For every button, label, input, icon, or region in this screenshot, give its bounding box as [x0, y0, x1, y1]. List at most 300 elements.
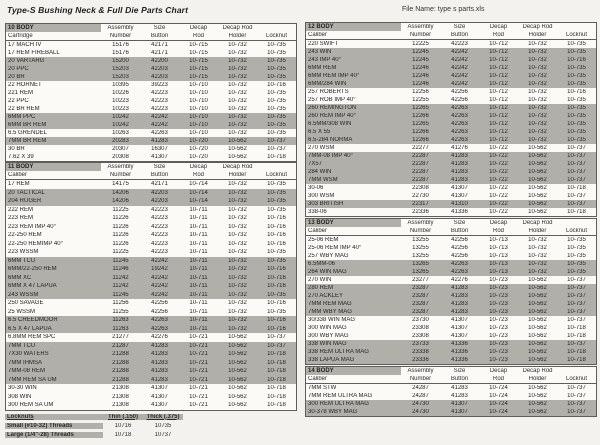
part-number-cell: 21308	[112, 402, 129, 409]
part-number-cell: 20308	[112, 154, 129, 160]
part-number-cell: 10-732	[528, 89, 547, 95]
part-number-cell: 10-732	[228, 82, 247, 88]
part-number-cell: 10-713	[489, 253, 508, 259]
table-section-label: 12 BODY	[306, 23, 401, 31]
part-number-cell: 10-732	[228, 90, 247, 96]
table-row	[6, 153, 296, 161]
caliber-cell: 260 REMINGTON	[308, 105, 357, 111]
part-number-cell: 42223	[151, 106, 168, 112]
locknut-thick-value: 10735	[154, 422, 172, 429]
part-number-cell: 10-737	[567, 293, 586, 299]
locknuts-title: Locknuts	[5, 414, 103, 420]
part-number-cell: 10-712	[489, 97, 508, 103]
part-number-cell: 15203	[112, 74, 129, 80]
part-number-cell: 10-718	[267, 376, 286, 383]
part-number-cell: 10-732	[228, 223, 247, 230]
table-row	[6, 223, 296, 232]
caliber-cell: 6MM TCU	[8, 257, 36, 264]
part-number-cell: 23338	[412, 349, 429, 355]
part-number-cell: 42256	[451, 89, 468, 95]
caliber-cell: 7X57	[308, 161, 323, 167]
caliber-cell: 243 IMP 40°	[308, 57, 341, 63]
caliber-cell: 221 REM	[8, 90, 34, 96]
part-number-cell: 10-732	[228, 317, 247, 324]
part-number-cell: 21288	[112, 376, 129, 383]
part-number-cell: 10-562	[228, 138, 247, 144]
caliber-cell: 17 REM FIREBALL	[8, 50, 60, 56]
table-row	[6, 214, 296, 223]
table-header-row-2	[306, 31, 596, 40]
part-number-cell: 42256	[451, 237, 468, 243]
part-number-cell: 11263	[112, 317, 129, 324]
part-number-cell: 10-718	[567, 357, 586, 363]
table-row	[306, 96, 596, 104]
part-number-cell: 10-732	[228, 232, 247, 239]
caliber-cell: 7MM STW	[308, 385, 337, 391]
table-row	[6, 257, 296, 266]
part-number-cell: 10-723	[489, 349, 508, 355]
part-number-cell: 41276	[451, 145, 468, 151]
part-number-cell: 10-718	[567, 325, 586, 331]
part-number-cell: 23733	[412, 341, 429, 347]
part-number-cell: 10-732	[528, 81, 547, 87]
part-number-cell: 10-562	[228, 342, 247, 349]
table-row	[6, 197, 296, 206]
caliber-cell: 338 WIN MAG	[308, 341, 347, 347]
part-number-cell: 10-735	[567, 137, 586, 143]
part-number-cell: 10-735	[567, 253, 586, 259]
part-number-cell: 19242	[151, 266, 168, 273]
caliber-cell: 6.5MM-06	[308, 261, 336, 267]
caliber-cell: 6.5MM/308 WIN	[308, 121, 352, 127]
caliber-cell: 270 WIN	[308, 277, 332, 283]
part-number-cell: 10-562	[528, 209, 547, 215]
parts-table-10-body	[5, 23, 297, 162]
column-header: Decap	[189, 164, 208, 170]
table-row	[306, 244, 596, 252]
part-number-cell: 10-712	[489, 41, 508, 47]
part-number-cell: 10-735	[267, 58, 286, 64]
part-number-cell: 13265	[412, 261, 429, 267]
part-number-cell: 10-711	[189, 206, 208, 213]
part-number-cell: 10-562	[528, 341, 547, 347]
caliber-cell: 7.62 X 39	[8, 154, 34, 160]
part-number-cell: 10-737	[567, 161, 586, 167]
caliber-cell: 22-250 REMIMP 40°	[8, 240, 63, 247]
part-number-cell: 10-712	[489, 65, 508, 71]
part-number-cell: 10-735	[267, 198, 286, 205]
part-number-cell: 10-732	[228, 308, 247, 315]
table-row	[6, 350, 296, 359]
caliber-cell: 308 WIN	[8, 393, 32, 400]
row-type-header: Caliber	[308, 228, 328, 234]
part-number-cell: 42203	[151, 198, 168, 205]
locknuts-row-large	[5, 430, 183, 439]
part-number-cell: 12245	[412, 57, 429, 63]
part-number-cell: 10-732	[228, 274, 247, 281]
part-number-cell: 14206	[112, 198, 129, 205]
part-number-cell: 10-562	[528, 401, 547, 407]
caliber-cell: 6MM PPC	[8, 114, 36, 120]
column-header: Holder	[528, 228, 547, 234]
table-section-label: 14 BODY	[306, 367, 401, 375]
caliber-cell: 20 TACTICAL	[8, 189, 45, 196]
locknut-size-label: Large (1/4"-28) Threads	[5, 432, 103, 438]
part-number-cell: 12266	[412, 113, 429, 119]
part-number-cell: 42203	[151, 66, 168, 72]
part-number-cell: 42256	[451, 97, 468, 103]
part-number-cell: 11263	[112, 325, 129, 332]
table-header-row-2	[6, 171, 296, 180]
part-number-cell: 41283	[451, 177, 468, 183]
parts-table-14-body	[305, 366, 597, 417]
part-number-cell: 10-562	[528, 317, 547, 323]
part-number-cell: 10-732	[228, 106, 247, 112]
part-number-cell: 10-732	[528, 237, 547, 243]
part-number-cell: 41283	[451, 285, 468, 291]
part-number-cell: 10-715	[189, 42, 208, 48]
part-number-cell: 10-720	[189, 146, 208, 152]
part-number-cell: 10-711	[189, 215, 208, 222]
table-row	[306, 168, 596, 176]
part-number-cell: 10-732	[228, 181, 247, 188]
part-number-cell: 10-722	[489, 161, 508, 167]
part-number-cell: 10-710	[189, 90, 208, 96]
part-number-cell: 14206	[112, 189, 129, 196]
table-row	[306, 300, 596, 308]
part-number-cell: 10-710	[189, 130, 208, 136]
part-number-cell: 42242	[151, 122, 168, 128]
part-number-cell: 10-723	[489, 285, 508, 291]
locknuts-table	[5, 412, 183, 439]
part-number-cell: 10-721	[189, 402, 208, 409]
table-row	[6, 137, 296, 145]
column-header: Decap	[489, 220, 508, 226]
part-number-cell: 12256	[412, 89, 429, 95]
part-number-cell: 41283	[151, 138, 168, 144]
part-number-cell: 10-724	[489, 393, 508, 399]
part-number-cell: 24287	[412, 385, 429, 391]
part-number-cell: 11245	[112, 257, 129, 264]
part-number-cell: 23308	[412, 325, 429, 331]
table-row	[6, 113, 296, 121]
part-number-cell: 42263	[451, 261, 468, 267]
part-number-cell: 42256	[151, 308, 168, 315]
part-number-cell: 10-562	[228, 146, 247, 152]
part-number-cell: 10-732	[528, 97, 547, 103]
part-number-cell: 10223	[112, 106, 129, 112]
part-number-cell: 10-722	[489, 193, 508, 199]
part-number-cell: 42256	[451, 245, 468, 251]
caliber-cell: 22 HORNET	[8, 82, 42, 88]
part-number-cell: 10-732	[228, 240, 247, 247]
part-number-cell: 10-735	[267, 189, 286, 196]
part-number-cell: 11226	[112, 223, 129, 230]
part-number-cell: 10-735	[567, 237, 586, 243]
part-number-cell: 10-735	[267, 50, 286, 56]
caliber-cell: 222 REM	[8, 206, 34, 213]
part-number-cell: 41283	[451, 309, 468, 315]
part-number-cell: 42171	[151, 42, 168, 48]
column-header: Assembly	[407, 220, 434, 226]
part-number-cell: 41283	[151, 342, 168, 349]
caliber-cell: 6.5 GRENDEL	[8, 130, 48, 136]
caliber-cell: 30-06	[308, 185, 324, 191]
table-row	[6, 145, 296, 153]
table-row	[306, 192, 596, 200]
part-number-cell: 10-562	[528, 293, 547, 299]
part-number-cell: 10-723	[489, 325, 508, 331]
part-number-cell: 12255	[412, 97, 429, 103]
table-row	[6, 282, 296, 291]
part-number-cell: 10-715	[189, 58, 208, 64]
part-number-cell: 21288	[112, 368, 129, 375]
part-number-cell: 10-732	[228, 325, 247, 332]
part-number-cell: 10-735	[567, 129, 586, 135]
column-header: Rod	[492, 376, 504, 382]
part-number-cell: 10-716	[267, 223, 286, 230]
column-header: Holder	[528, 376, 547, 382]
table-header-row-1	[306, 23, 596, 31]
part-number-cell: 23287	[412, 309, 429, 315]
part-number-cell: 10-713	[489, 237, 508, 243]
part-number-cell: 12265	[412, 105, 429, 111]
caliber-cell: 300 WSM	[308, 193, 335, 199]
part-number-cell: 41307	[451, 325, 468, 331]
part-number-cell: 10-735	[267, 114, 286, 120]
part-number-cell: 42242	[451, 65, 468, 71]
part-number-cell: 10-562	[228, 385, 247, 392]
caliber-cell: 257 ROB IMP 40°	[308, 97, 356, 103]
part-number-cell: 10-737	[567, 169, 586, 175]
part-number-cell: 10-710	[189, 122, 208, 128]
part-number-cell: 10-562	[528, 385, 547, 391]
part-number-cell: 42223	[151, 223, 168, 230]
caliber-cell: 300 WIN MAG	[308, 325, 347, 331]
part-number-cell: 10-722	[489, 177, 508, 183]
part-number-cell: 10-735	[267, 42, 286, 48]
part-number-cell: 22287	[412, 153, 429, 159]
part-number-cell: 41307	[151, 402, 168, 409]
caliber-cell: 20 BR	[8, 74, 25, 80]
part-number-cell: 10-712	[489, 89, 508, 95]
part-number-cell: 42263	[151, 130, 168, 136]
table-row	[306, 80, 596, 88]
part-number-cell: 42171	[151, 50, 168, 56]
part-number-cell: 10-718	[267, 351, 286, 358]
part-number-cell: 10-737	[267, 138, 286, 144]
column-header: Locknut	[265, 172, 287, 178]
column-header: Button	[450, 32, 469, 38]
caliber-cell: 7MM REM ULTRA MAG	[308, 393, 373, 399]
part-number-cell: 41307	[451, 185, 468, 191]
part-number-cell: 10-562	[528, 161, 547, 167]
part-number-cell: 10-722	[489, 169, 508, 175]
part-number-cell: 10-710	[189, 114, 208, 120]
row-type-header: Cartridge	[8, 33, 33, 39]
caliber-cell: 25 WSSM	[8, 308, 36, 315]
part-number-cell: 10-711	[189, 249, 208, 256]
table-section-label: 10 BODY	[6, 24, 101, 32]
table-row	[6, 129, 296, 137]
part-number-cell: 10-562	[228, 359, 247, 366]
part-number-cell: 10-735	[267, 74, 286, 80]
part-number-cell: 10-732	[528, 57, 547, 63]
part-number-cell: 10-723	[489, 309, 508, 315]
table-row	[6, 274, 296, 283]
caliber-cell: 220 SWIFT	[308, 41, 339, 47]
table-row	[6, 49, 296, 57]
part-number-cell: 42276	[151, 334, 168, 341]
part-number-cell: 42223	[151, 206, 168, 213]
part-number-cell: 10-715	[189, 74, 208, 80]
part-number-cell: 10-718	[267, 402, 286, 409]
part-number-cell: 41283	[151, 359, 168, 366]
caliber-cell: 20 VARTARG	[8, 58, 45, 64]
table-row	[306, 104, 596, 112]
caliber-cell: 260 REM IMP 40°	[308, 113, 356, 119]
part-number-cell: 10-712	[489, 137, 508, 143]
column-header: Holder	[228, 172, 247, 178]
part-number-cell: 10-735	[567, 65, 586, 71]
column-header: Button	[450, 376, 469, 382]
part-number-cell: 10-721	[189, 351, 208, 358]
part-number-cell: 10-737	[267, 146, 286, 152]
part-number-cell: 41283	[451, 293, 468, 299]
part-number-cell: 24287	[412, 393, 429, 399]
part-number-cell: 10-711	[189, 291, 208, 298]
part-number-cell: 10-735	[267, 122, 286, 128]
part-number-cell: 10-562	[228, 334, 247, 341]
row-type-header: Caliber	[308, 376, 328, 382]
part-number-cell: 10-716	[267, 232, 286, 239]
caliber-cell: 204 RUGER	[8, 198, 42, 205]
part-number-cell: 10-711	[189, 223, 208, 230]
column-header: Holder	[528, 32, 547, 38]
table-row	[6, 73, 296, 81]
part-number-cell: 20283	[112, 138, 129, 144]
part-number-cell: 13255	[412, 245, 429, 251]
table-header-row-1	[6, 24, 296, 32]
part-number-cell: 42242	[451, 81, 468, 87]
part-number-cell: 11245	[112, 291, 129, 298]
table-row	[6, 401, 296, 410]
part-number-cell: 10-732	[528, 65, 547, 71]
caliber-cell: 25-06 REM	[308, 237, 339, 243]
part-number-cell: 42242	[451, 49, 468, 55]
caliber-cell: 7X30 WATERS	[8, 351, 49, 358]
part-number-cell: 10-712	[489, 73, 508, 79]
part-number-cell: 10-716	[267, 325, 286, 332]
parts-table-13-body	[305, 218, 597, 365]
table-header-row-1	[6, 163, 296, 171]
table-row	[6, 97, 296, 105]
part-number-cell: 10-737	[567, 153, 586, 159]
part-number-cell: 10-732	[228, 291, 247, 298]
part-number-cell: 10-562	[528, 277, 547, 283]
part-number-cell: 10-718	[267, 154, 286, 160]
caliber-cell: 30-30 WIN	[8, 385, 37, 392]
part-number-cell: 10-562	[528, 185, 547, 191]
locknuts-thick-header: Thick (.375)	[143, 414, 183, 420]
part-number-cell: 10-737	[567, 285, 586, 291]
part-number-cell: 11226	[112, 240, 129, 247]
table-row	[6, 105, 296, 113]
part-number-cell: 10-732	[528, 41, 547, 47]
part-number-cell: 16307	[151, 146, 168, 152]
part-number-cell: 10-735	[267, 90, 286, 96]
part-number-cell: 10-711	[189, 300, 208, 307]
column-header: Decap Rod	[222, 25, 253, 31]
part-number-cell: 22308	[412, 185, 429, 191]
table-header-row-1	[306, 219, 596, 227]
part-number-cell: 41283	[451, 385, 468, 391]
part-number-cell: 41283	[451, 169, 468, 175]
caliber-cell: 6MM BR REM	[8, 122, 47, 128]
part-number-cell: 10-712	[489, 105, 508, 111]
part-number-cell: 10-710	[189, 98, 208, 104]
part-number-cell: 10-724	[489, 401, 508, 407]
table-row	[6, 240, 296, 249]
part-number-cell: 10-735	[267, 249, 286, 256]
table-header-row-2	[306, 375, 596, 384]
part-number-cell: 41307	[151, 393, 168, 400]
part-number-cell: 10-724	[489, 385, 508, 391]
part-number-cell: 10-732	[528, 121, 547, 127]
table-row	[6, 333, 296, 342]
part-number-cell: 10-735	[267, 308, 286, 315]
part-number-cell: 10-710	[189, 82, 208, 88]
part-number-cell: 10-737	[567, 177, 586, 183]
part-number-cell: 10-732	[528, 253, 547, 259]
part-number-cell: 21287	[112, 342, 129, 349]
table-row	[6, 291, 296, 300]
part-number-cell: 10-712	[489, 113, 508, 119]
part-number-cell: 42263	[451, 269, 468, 275]
part-number-cell: 41307	[451, 333, 468, 339]
part-number-cell: 10-732	[528, 137, 547, 143]
column-header: Assembly	[407, 368, 434, 374]
part-number-cell: 10-562	[228, 376, 247, 383]
part-number-cell: 23336	[412, 357, 429, 363]
part-number-cell: 23277	[412, 277, 429, 283]
part-number-cell: 10-718	[267, 385, 286, 392]
part-number-cell: 41307	[451, 193, 468, 199]
part-number-cell: 10-732	[228, 98, 247, 104]
table-row	[306, 112, 596, 120]
column-header: Number	[409, 32, 432, 38]
part-number-cell: 10-735	[567, 41, 586, 47]
caliber-cell: 300 REM SA UM	[8, 402, 54, 409]
part-number-cell: 10-735	[267, 206, 286, 213]
caliber-cell: 17 REM	[8, 181, 30, 188]
part-number-cell: 10-711	[189, 266, 208, 273]
part-number-cell: 10-722	[489, 145, 508, 151]
column-header: Number	[409, 376, 432, 382]
part-number-cell: 13265	[412, 269, 429, 275]
table-row	[6, 57, 296, 65]
part-number-cell: 10-723	[489, 341, 508, 347]
column-header: Number	[109, 33, 132, 39]
part-number-cell: 42223	[151, 240, 168, 247]
table-row	[306, 184, 596, 192]
caliber-cell: 257 ROBERTS	[308, 89, 349, 95]
caliber-cell: 338 LAPUA MAG	[308, 357, 355, 363]
part-number-cell: 23308	[412, 333, 429, 339]
part-number-cell: 41307	[151, 154, 168, 160]
caliber-cell: 25-06 REM IMP 40°	[308, 245, 362, 251]
part-number-cell: 10-722	[489, 185, 508, 191]
